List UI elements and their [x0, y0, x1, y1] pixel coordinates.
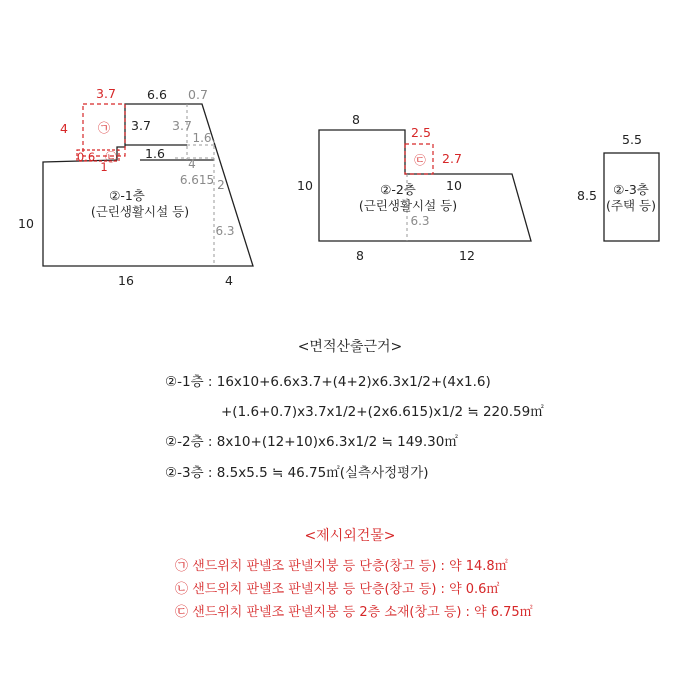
plan-1f-usage: (근린생활시설 등)	[90, 204, 190, 219]
formula-1f-body: 16x10+6.6x3.7+(4+2)x6.3x1/2+(4x1.6)	[216, 374, 491, 390]
formula-3f	[165, 461, 429, 481]
dim-3-7-gray: 3.7	[172, 118, 192, 133]
plan-3f-outline	[604, 153, 659, 241]
dim-right-10-2f: 10	[446, 178, 462, 193]
plan-3f-label: ②-3층	[613, 182, 649, 197]
annex-c-height: 2.7	[442, 151, 462, 166]
annex-b-width: 0.6	[76, 150, 96, 164]
formula-2f-head: ②-2층 :	[165, 434, 217, 450]
external-item-b: ㉡ 샌드위치 판넬조 판넬지붕 등 단층(창고 등) : 약 0.6㎡	[175, 582, 500, 597]
area-basis-title: <면적산출근거>	[297, 339, 403, 355]
annex-a-mark: ㉠	[97, 121, 111, 135]
formula-3f-body: 8.5x5.5 ≒ 46.75㎡(실측사정평가)	[216, 465, 429, 481]
dim-bottom-8-2f: 8	[356, 248, 364, 263]
plan-1f	[18, 86, 253, 288]
dim-top-5-5: 5.5	[622, 132, 642, 147]
formula-1f	[165, 370, 491, 390]
dim-0-7: 0.7	[188, 87, 208, 102]
dim-6-3-2f: 6.3	[410, 214, 430, 228]
formula-1f-head: ②-1층 :	[165, 374, 217, 390]
dim-left-10-2f: 10	[297, 178, 313, 193]
annex-a-width: 3.7	[96, 86, 116, 101]
dim-4: 4	[188, 157, 196, 171]
dim-left-10: 10	[18, 216, 34, 231]
dim-bottom-16: 16	[118, 273, 134, 288]
dim-3-7-black: 3.7	[131, 118, 151, 133]
dim-6-6: 6.6	[147, 87, 167, 102]
external-item-c: ㉢ 샌드위치 판넬조 판넬지붕 등 2층 소재(창고 등) : 약 6.75㎡	[175, 605, 533, 620]
plan-1f-label: ②-1층	[109, 188, 145, 203]
floor-plan-diagrams	[0, 0, 700, 320]
annex-c-mark: ㉢	[414, 153, 426, 167]
dim-bottom-12-2f: 12	[459, 248, 475, 263]
annex-c-width: 2.5	[411, 125, 431, 140]
annex-a-height: 4	[60, 121, 68, 136]
plan-3f	[577, 132, 659, 241]
dim-left-8-5: 8.5	[577, 188, 597, 203]
external-buildings-title: <제시외건물>	[304, 528, 396, 544]
annex-b-mark: ㉡	[105, 150, 117, 164]
formula-1f-cont: +(1.6+0.7)x3.7x1/2+(2x6.615)x1/2 ≒ 220.59㎡	[221, 404, 544, 420]
external-item-a: ㉠ 샌드위치 판넬조 판넬지붕 등 단층(창고 등) : 약 14.8㎡	[175, 559, 508, 574]
dim-bottom-4: 4	[225, 273, 233, 288]
dim-1-6-black: 1.6	[145, 146, 165, 161]
formula-2f	[165, 430, 458, 450]
dim-2: 2	[217, 178, 225, 192]
dim-top-8: 8	[352, 112, 360, 127]
dim-6-3: 6.3	[215, 224, 235, 238]
plan-2f-label: ②-2층	[380, 182, 416, 197]
formula-3f-head: ②-3층 :	[165, 465, 217, 481]
plan-3f-usage: (주택 등)	[606, 198, 656, 213]
dim-6-615: 6.615	[179, 173, 215, 187]
dim-1-6-gray: 1.6	[192, 131, 212, 145]
annex-b-height: 1	[100, 160, 108, 174]
formula-2f-body: 8x10+(12+10)x6.3x1/2 ≒ 149.30㎡	[216, 434, 458, 450]
plan-2f	[297, 112, 531, 263]
plan-2f-usage: (근린생활시설 등)	[358, 198, 458, 213]
